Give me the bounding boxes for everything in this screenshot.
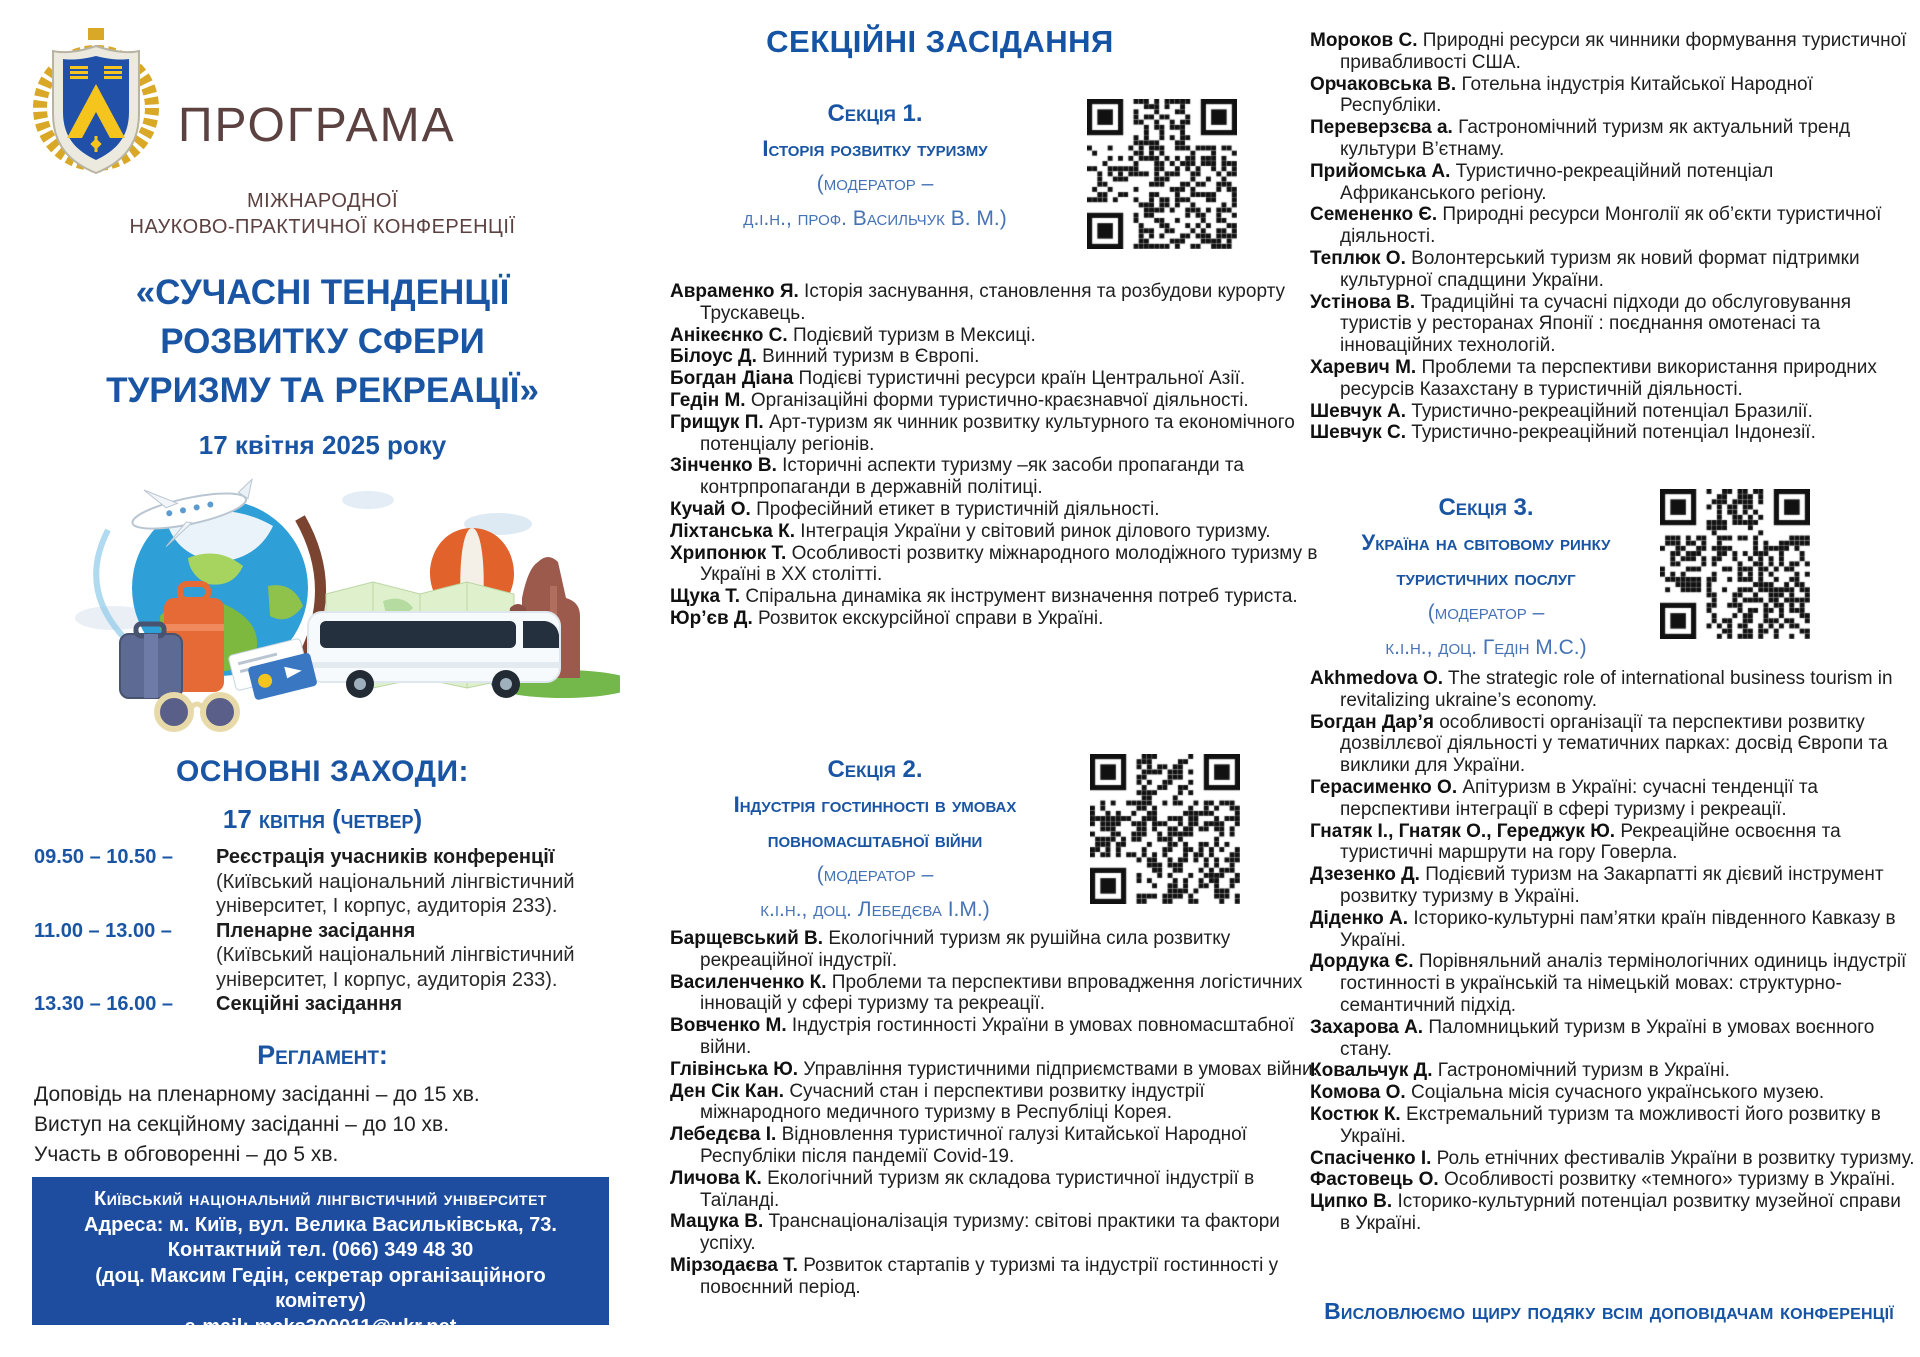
speaker-name: Гедін М.: [670, 389, 746, 411]
section-2-speakers-continued: [1310, 30, 1912, 444]
section-3-header: [1310, 490, 1662, 665]
speaker-name: Василенченко К.: [670, 971, 827, 993]
speaker-name: Кучай О.: [670, 498, 751, 520]
speaker-topic: Паломницький туризм в Україні в умовах воєнного стану.: [1340, 1016, 1875, 1060]
speaker-topic: Порівняльний аналіз термінологічних одиниць індустрії гостинності в українській та німецькій мовах: структурно-семантичний підхід.: [1340, 951, 1907, 1016]
section-2-title: Індустрія гостинності в умовах повномасштабної війни: [733, 792, 1017, 852]
schedule-row: [34, 919, 616, 993]
speaker-entry: [1310, 248, 1912, 292]
speaker-entry: [1310, 821, 1916, 865]
main-events-heading: ОСНОВНІ ЗАХОДИ:: [175, 755, 470, 788]
speaker-entry: [1310, 1191, 1916, 1235]
speaker-topic: Соціальна місія сучасного українського музею.: [1410, 1082, 1825, 1104]
speaker-topic: Історія заснування, становлення та розбудови курорту Трускавець.: [700, 281, 1286, 324]
speaker-name: Шевчук С.: [1310, 422, 1407, 444]
speaker-entry: [670, 928, 1318, 972]
speaker-topic: Інтеграція України у світовий ринок ділового туризму.: [800, 520, 1271, 542]
speaker-entry: [670, 1124, 1318, 1168]
speaker-entry: [670, 1059, 1318, 1081]
schedule-title: Реєстрація учасників конференції: [216, 846, 555, 868]
program-subtitle-line: МІЖНАРОДНОЇ: [246, 190, 399, 212]
speaker-topic: Екологічний туризм як рушійна сила розвитку рекреаційної індустрії.: [700, 928, 1231, 971]
speaker-entry: [670, 346, 1318, 368]
speaker-topic: Туристично-рекреаційний потенціал Бразилії.: [1411, 400, 1813, 422]
schedule-title: Пленарне засідання: [216, 919, 416, 942]
speaker-name: Прийомська А.: [1310, 160, 1451, 182]
speaker-topic: Традиційні та сучасні підходи до обслуговування туристів у ресторанах Японії : поєднання омотенасі та інноваційних технологій.: [1340, 291, 1852, 357]
contact-university: Київський національний лінгвістичний університет: [94, 1188, 547, 1210]
speaker-name: Грищук П.: [670, 411, 764, 433]
speaker-name: Барщевський В.: [670, 928, 824, 949]
schedule-time: 11.00 – 13.00 –: [34, 919, 172, 942]
speaker-topic: Історико-культурний потенціал розвитку музейної справи в Україні.: [1340, 1191, 1901, 1234]
speaker-entry: [670, 1081, 1318, 1125]
section-3-title: Україна на світовому ринку туристичних послуг: [1361, 530, 1611, 590]
speaker-entry: [670, 281, 1318, 325]
speaker-name: Богдан Дар’я: [1310, 711, 1434, 733]
speaker-topic: Рекреаційне освоєння та туристичні маршрути на гору Говерла.: [1340, 820, 1841, 864]
speaker-entry: [1310, 422, 1912, 444]
speaker-name: Богдан Діана: [670, 368, 794, 390]
speaker-name: Гнатяк І., Гнатяк О., Гереджук Ю.: [1310, 820, 1616, 842]
speaker-name: Ковальчук Д.: [1310, 1060, 1433, 1082]
speaker-topic: Управління туристичними підприємствами в умовах війни.: [803, 1058, 1318, 1080]
schedule-time: 09.50 – 10.50 –: [34, 846, 174, 868]
speaker-name: Фастовець О.: [1310, 1169, 1439, 1191]
contact-box: [32, 1177, 609, 1338]
speaker-topic: Організаційні форми туристично-краєзнавчої діяльності.: [750, 389, 1249, 411]
speaker-name: Мороков С.: [1310, 30, 1418, 51]
speaker-name: Ліхтанська К.: [670, 520, 796, 542]
speaker-entry: [670, 543, 1318, 587]
speaker-entry: [1310, 1104, 1916, 1148]
speaker-entry: [1310, 161, 1912, 205]
speaker-topic: Транснаціоналізація туризму: світові практики та фактори успіху.: [700, 1211, 1280, 1255]
speaker-topic: Винний туризм в Європі.: [762, 346, 980, 368]
speaker-entry: [670, 521, 1318, 543]
travel-illustration: [68, 466, 620, 742]
speaker-name: Діденко А.: [1310, 907, 1409, 929]
speaker-entry: [670, 412, 1318, 456]
speaker-name: Мацука В.: [670, 1211, 764, 1233]
speaker-topic: Спіральна динаміка як інструмент визначення потреб туриста.: [745, 586, 1298, 608]
speaker-topic: The strategic role of international business tourism in revitalizing ukraine’s economy.: [1340, 668, 1893, 711]
speaker-name: Семененко Є.: [1310, 204, 1438, 226]
program-subtitle: [30, 188, 615, 240]
speaker-topic: Відновлення туристичної галузі Китайської Народної Республіки після пандемії Covid-19.: [700, 1124, 1247, 1167]
speaker-name: Харевич М.: [1310, 356, 1417, 378]
speaker-topic: Туристично-рекреаційний потенціал Африканського регіону.: [1340, 160, 1774, 204]
speaker-name: Анікеєнко С.: [670, 324, 788, 346]
section-2-header: [665, 752, 1085, 927]
speaker-entry: [670, 499, 1318, 521]
speaker-entry: [1310, 712, 1916, 777]
speaker-topic: Природні ресурси Монголії як об’єкти туристичної діяльності.: [1340, 204, 1882, 248]
speaker-topic: Історичні аспекти туризму –як засоби пропаганди та контрпропаганди в державній політиці.: [700, 455, 1244, 499]
conference-date: 17 квітня 2025 року: [198, 430, 447, 460]
speaker-entry: [1310, 951, 1916, 1016]
schedule-row: [34, 845, 616, 919]
contact-email: e-mail: maks300011@ukr.net: [184, 1315, 457, 1338]
speaker-topic: Волонтерський туризм як новий формат підтримки культурної спадщини України.: [1340, 247, 1860, 291]
section-1-speakers: [670, 281, 1318, 630]
speaker-entry: [670, 608, 1318, 630]
speaker-name: Зінченко В.: [670, 455, 777, 477]
speaker-name: Мірзодаєва Т.: [670, 1254, 798, 1276]
regulations-heading: Регламент:: [257, 1040, 388, 1070]
speaker-topic: Подієвий туризм на Закарпатті як дієвий інструмент розвитку туризму в Україні.: [1340, 864, 1884, 907]
speaker-entry: [670, 1211, 1318, 1255]
contact-phone: Контактний тел. (066) 349 48 30: [167, 1239, 474, 1261]
speaker-topic: Сучасний стан і перспективи розвитку індустрії міжнародного медичного туризму в Республіці Корея.: [700, 1080, 1205, 1124]
speaker-name: Лебедєва І.: [670, 1124, 777, 1146]
speaker-name: Білоус Д.: [670, 346, 757, 368]
speaker-name: Теплюк О.: [1310, 247, 1406, 269]
speaker-entry: [1310, 204, 1912, 248]
schedule-row: [34, 992, 616, 1017]
speaker-topic: Готельна індустрія Китайської Народної Республіки.: [1340, 73, 1813, 117]
regulation-line: Участь в обговоренні – до 5 хв.: [34, 1143, 339, 1166]
section-3-moderator-intro: (модератор –: [1427, 601, 1545, 624]
speaker-topic: Туристично-рекреаційний потенціал Індонезії.: [1411, 422, 1816, 444]
speaker-topic: Подієві туристичні ресурси країн Центральної Азії.: [798, 368, 1246, 390]
speaker-name: Юр’єв Д.: [670, 607, 753, 629]
speaker-topic: Природні ресурси як чинники формування туристичної привабливості США.: [1340, 30, 1907, 73]
section-3-moderator: к.і.н., доц. Гедін М.С.): [1385, 636, 1587, 659]
speaker-entry: [1310, 74, 1912, 118]
speaker-entry: [1310, 1017, 1916, 1061]
conference-title-line: ТУРИЗМУ ТА РЕКРЕАЦІЇ»: [106, 371, 539, 410]
program-header: [30, 26, 456, 178]
section-1-moderator-intro: (модератор –: [816, 172, 934, 195]
qr-code-section-2: [1090, 754, 1240, 904]
program-subtitle-line: НАУКОВО-ПРАКТИЧНОЇ КОНФЕРЕНЦІЇ: [129, 216, 516, 238]
speaker-name: Дзезенко Д.: [1310, 864, 1420, 886]
schedule-time: 13.30 – 16.00 –: [34, 993, 174, 1015]
speaker-entry: [670, 1255, 1318, 1299]
schedule-list: [34, 845, 616, 1017]
speaker-name: Захарова А.: [1310, 1016, 1424, 1038]
speaker-topic: Арт-туризм як чинник розвитку культурного та економічного потенціалу регіонів.: [700, 411, 1295, 455]
speaker-topic: Розвиток екскурсійної справи в Україні.: [758, 607, 1104, 629]
speaker-name: Переверзєва а.: [1310, 117, 1453, 139]
schedule-title: Секційні засідання: [216, 993, 403, 1015]
speaker-topic: Гастрономічний туризм в Україні.: [1437, 1060, 1730, 1082]
speaker-entry: [1310, 117, 1912, 161]
speaker-name: Устінова В.: [1310, 291, 1416, 313]
speaker-name: Герасименко О.: [1310, 776, 1458, 798]
speaker-topic: Подієвий туризм в Мексиці.: [792, 324, 1036, 346]
schedule-venue: (Київський національний лінгвістичний університет, І корпус, аудиторія 233).: [216, 944, 575, 991]
speaker-topic: Екстремальний туризм та можливості його розвитку в Україні.: [1340, 1103, 1881, 1147]
speaker-name: Комова О.: [1310, 1082, 1406, 1104]
speaker-entry: [1310, 1169, 1916, 1191]
speaker-name: Ципко В.: [1310, 1191, 1393, 1213]
speaker-entry: [1310, 1082, 1916, 1104]
speaker-name: Костюк К.: [1310, 1103, 1401, 1125]
speaker-name: Авраменко Я.: [670, 281, 799, 302]
section-1-header: [665, 96, 1085, 236]
speaker-name: Орчаковська В.: [1310, 73, 1457, 95]
speaker-name: Щука Т.: [670, 586, 741, 608]
schedule-venue: (Київський національний лінгвістичний університет, І корпус, аудиторія 233).: [216, 870, 575, 917]
speaker-entry: [670, 325, 1318, 347]
speaker-entry: [670, 368, 1318, 390]
speaker-entry: [1310, 668, 1916, 712]
speaker-topic: Особливості розвитку «темного» туризму в Україні.: [1444, 1169, 1896, 1191]
speaker-topic: Проблеми та перспективи впровадження логістичних інновацій у сфері туризму та рекреації.: [700, 971, 1303, 1015]
qr-code-section-1: [1087, 99, 1237, 249]
speaker-name: Вовченко М.: [670, 1015, 787, 1037]
speaker-entry: [1310, 1060, 1916, 1082]
speaker-entry: [670, 1015, 1318, 1059]
speaker-topic: Роль етнічних фестивалів України в розвитку туризму.: [1436, 1147, 1915, 1169]
conference-title-line: РОЗВИТКУ СФЕРИ: [160, 322, 485, 361]
sections-heading: СЕКЦІЙНІ ЗАСІДАННЯ: [766, 24, 1114, 59]
speaker-topic: особливості організації та перспективи розвитку дозвіллєвої діяльності у тематичних парках: досвід Європи та виклики для України.: [1340, 711, 1888, 777]
speaker-entry: [1310, 777, 1916, 821]
section-1-moderator: д.і.н., проф. Васильчук В. М.): [743, 207, 1007, 230]
section-3-speakers: [1310, 668, 1916, 1235]
section-2-moderator-intro: (модератор –: [816, 863, 934, 886]
program-title: ПРОГРАМА: [178, 99, 456, 152]
speaker-entry: [1310, 864, 1916, 908]
regulation-line: Виступ на секційному засіданні – до 10 хв.: [34, 1113, 450, 1136]
speaker-topic: Індустрія гостинності України в умовах повномасштабної війни.: [700, 1015, 1295, 1058]
speaker-name: Ден Сік Кан.: [670, 1080, 785, 1102]
closing-note: Висловлюємо щиру подяку всім доповідачам конференції: [1324, 1298, 1894, 1324]
regulation-line: Доповідь на пленарному засіданні – до 15 хв.: [34, 1083, 480, 1106]
speaker-name: Дордука Є.: [1310, 951, 1414, 973]
speaker-entry: [1310, 1148, 1916, 1170]
contact-address: Адреса: м. Київ, вул. Велика Васильківська, 73.: [84, 1213, 557, 1236]
speaker-entry: [1310, 401, 1912, 423]
speaker-entry: [670, 455, 1318, 499]
sunglasses-icon: [157, 695, 237, 729]
speaker-entry: [670, 972, 1318, 1016]
speaker-topic: Історико-культурні пам’ятки країн південного Кавказу в Україні.: [1340, 907, 1896, 951]
speaker-topic: Екологічний туризм як складова туристичної індустрії в Таїланді.: [700, 1167, 1255, 1211]
speaker-entry: [1310, 30, 1912, 74]
contact-secretary: (доц. Максим Гедін, секретар організаційного комітету): [95, 1264, 546, 1312]
speaker-entry: [670, 1168, 1318, 1212]
university-emblem-icon: [30, 26, 162, 178]
speaker-entry: [1310, 292, 1912, 357]
regulations-list: [34, 1080, 616, 1170]
section-2-speakers: [670, 928, 1318, 1299]
speaker-entry: [670, 390, 1318, 412]
speaker-topic: Розвиток стартапів у туризмі та індустрії гостинності у повоєнний період.: [700, 1254, 1279, 1298]
conference-title: [30, 268, 615, 415]
speaker-name: Личова К.: [670, 1167, 762, 1189]
speaker-topic: Особливості розвитку міжнародного молодіжного туризму в Україні в ХХ столітті.: [700, 542, 1318, 586]
speaker-name: Шевчук А.: [1310, 400, 1407, 422]
qr-code-section-3: [1660, 489, 1810, 639]
speaker-entry: [670, 586, 1318, 608]
section-2-number: Секція 2.: [827, 756, 923, 783]
section-2-moderator: к.і.н., доц. Лебедєва І.М.): [760, 898, 990, 921]
speaker-entry: [1310, 908, 1916, 952]
speaker-topic: Апітуризм в Україні: сучасні тенденції та перспективи інтеграції в сфері туризму і рекреації.: [1340, 776, 1818, 820]
speaker-name: Хрипонюк Т.: [670, 542, 787, 564]
speaker-name: Спасіченко І.: [1310, 1147, 1432, 1169]
speaker-name: Глівінська Ю.: [670, 1058, 799, 1080]
speaker-name: Akhmedova O.: [1310, 668, 1444, 689]
section-3-number: Секція 3.: [1438, 494, 1534, 521]
speaker-topic: Гастрономічний туризм як актуальний тренд культури В’єтнаму.: [1340, 117, 1851, 160]
events-day-heading: 17 квітня (четвер): [222, 804, 423, 834]
section-1-number: Секція 1.: [827, 100, 923, 127]
section-1-title: Історія розвитку туризму: [762, 136, 988, 161]
speaker-topic: Проблеми та перспективи використання природних ресурсів Казахстану в туристичній діяльності.: [1340, 356, 1877, 400]
conference-title-line: «СУЧАСНІ ТЕНДЕНЦІЇ: [135, 273, 510, 312]
speaker-topic: Професійний етикет в туристичній діяльності.: [756, 498, 1160, 520]
speaker-entry: [1310, 357, 1912, 401]
